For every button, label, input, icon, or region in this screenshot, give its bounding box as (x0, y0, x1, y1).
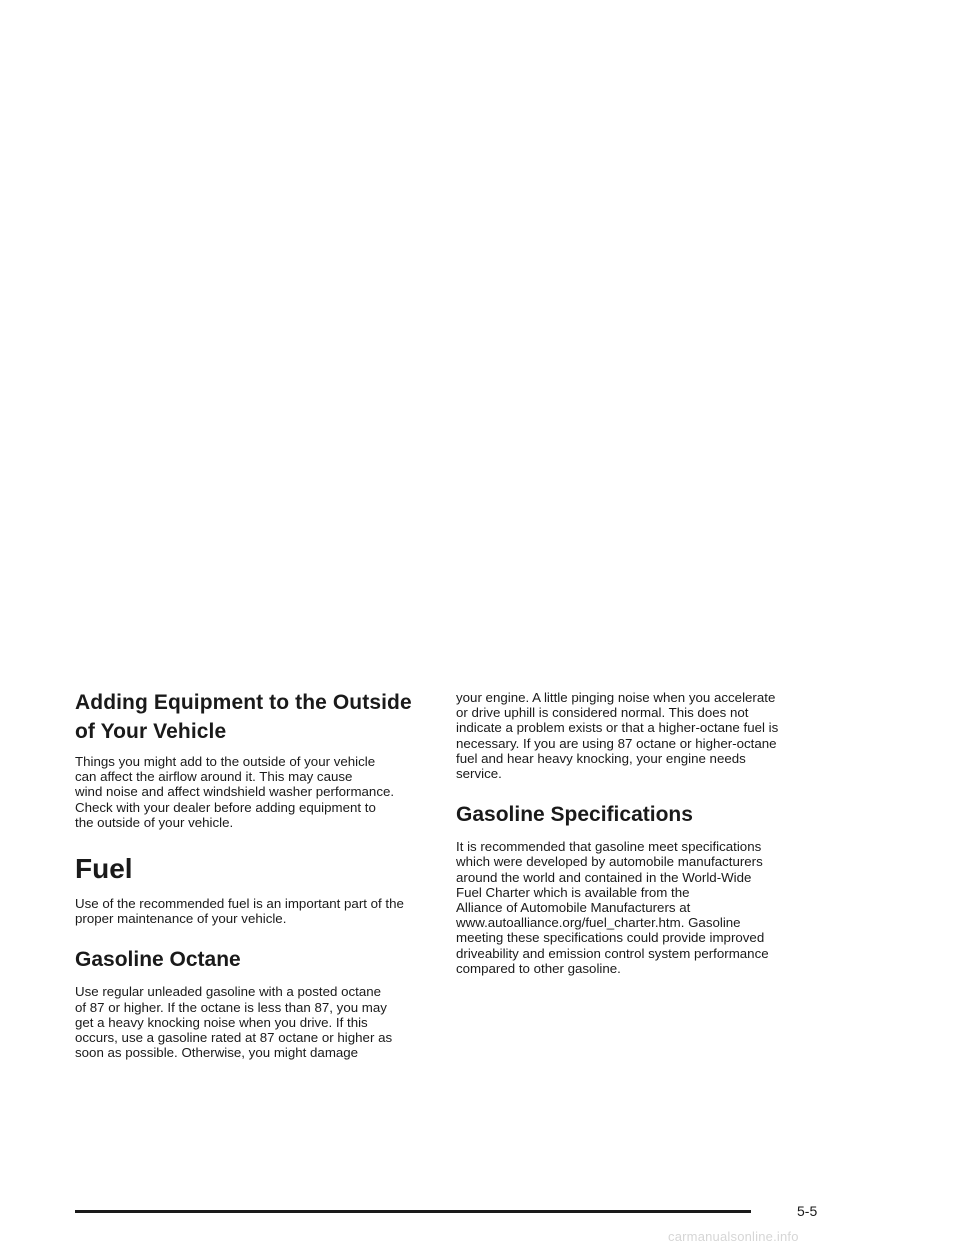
gasoline-specifications-heading: Gasoline Specifications (456, 803, 693, 827)
gasoline-octane-heading: Gasoline Octane (75, 948, 241, 972)
right-column (456, 690, 828, 976)
gasoline-octane-paragraph: Use regular unleaded gasoline with a posted octane of 87 or higher. If the octane is less than 87, you may get a heavy knocking noise when you drive. If this occurs, use a gasoline rated at 87 octane or higher as soon as possible. Otherwise, you might damage (75, 984, 393, 1061)
adding-equipment-heading: Adding Equipment to the Outside of Your Vehicle (75, 691, 412, 743)
fuel-heading: Fuel (75, 853, 133, 885)
footer-rule (75, 1210, 751, 1213)
page-number: 5-5 (797, 1203, 818, 1219)
watermark-text: carmanualsonline.info (668, 1229, 799, 1244)
left-column (75, 688, 445, 1060)
adding-equipment-paragraph: Things you might add to the outside of your vehicle can affect the airflow around it. This may cause wind noise and affect windshield washer performance. Check with your dealer before adding equipment to the outside of your vehicle. (75, 754, 395, 830)
gasoline-octane-continued-paragraph: your engine. A little pinging noise when you accelerate or drive uphill is considered normal. This does not indicate a problem exists or that a higher-octane fuel is necessary. If you are using 87 octane or higher-octane fuel and hear heavy knocking, your engine needs service. (456, 690, 779, 782)
gasoline-specifications-paragraph: It is recommended that gasoline meet specifications which were developed by automobile manufacturers around the world and contained in the World-Wide Fuel Charter which is available from the Alliance of Automobile Manufacturers at www.autoalliance.org/fuel_charter.htm. Gasoline meeting these specifications could provide improved driveability and emission control system performance compared to other gasoline. (456, 839, 769, 976)
fuel-paragraph: Use of the recommended fuel is an important part of the proper maintenance of your vehicle. (75, 896, 404, 927)
